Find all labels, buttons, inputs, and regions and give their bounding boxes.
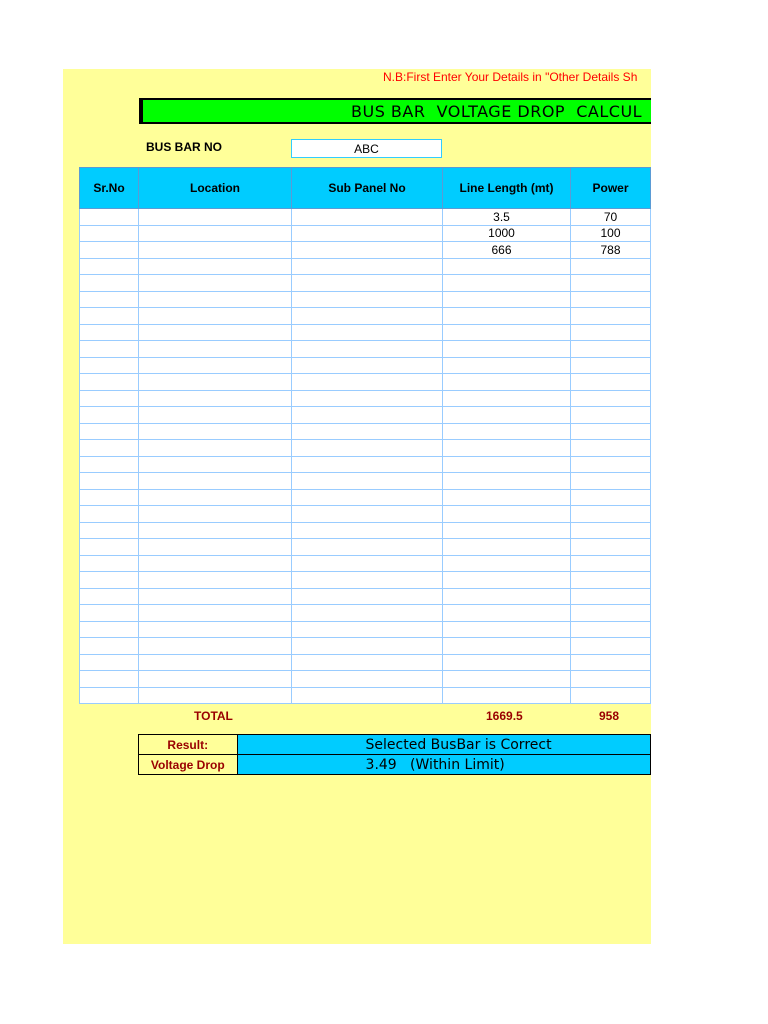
cell-sub-panel-no[interactable] bbox=[292, 638, 443, 655]
cell-line-length[interactable] bbox=[443, 572, 571, 589]
cell-power[interactable] bbox=[571, 687, 651, 704]
cell-location[interactable] bbox=[139, 275, 292, 292]
cell-sr-no[interactable] bbox=[80, 225, 139, 242]
cell-power[interactable] bbox=[571, 374, 651, 391]
table-row bbox=[80, 291, 651, 308]
cell-power[interactable] bbox=[571, 291, 651, 308]
cell-sr-no[interactable] bbox=[80, 638, 139, 655]
table-row bbox=[80, 324, 651, 341]
column-header-line-length: Line Length (mt) bbox=[443, 168, 571, 209]
table-row bbox=[80, 638, 651, 655]
table-row bbox=[80, 357, 651, 374]
cell-location[interactable] bbox=[139, 489, 292, 506]
table-row bbox=[80, 539, 651, 556]
cell-location[interactable] bbox=[139, 555, 292, 572]
cell-sr-no[interactable] bbox=[80, 209, 139, 226]
table-row bbox=[80, 489, 651, 506]
table-row bbox=[80, 225, 651, 242]
table-row bbox=[80, 308, 651, 325]
cell-sub-panel-no[interactable] bbox=[292, 456, 443, 473]
voltage-drop-row bbox=[139, 755, 651, 775]
table-row bbox=[80, 341, 651, 358]
cell-sr-no[interactable] bbox=[80, 605, 139, 622]
column-header-power: Power bbox=[571, 168, 651, 209]
cell-location[interactable] bbox=[139, 440, 292, 457]
cell-location[interactable] bbox=[139, 522, 292, 539]
cell-sr-no[interactable] bbox=[80, 588, 139, 605]
cell-line-length[interactable] bbox=[443, 638, 571, 655]
voltage-drop-value[interactable]: 3.49 (Within Limit) bbox=[237, 755, 650, 775]
cell-power[interactable] bbox=[571, 275, 651, 292]
table-row bbox=[80, 440, 651, 457]
cell-location[interactable] bbox=[139, 638, 292, 655]
cell-sr-no[interactable] bbox=[80, 440, 139, 457]
cell-power[interactable] bbox=[571, 588, 651, 605]
cell-power[interactable] bbox=[571, 357, 651, 374]
cell-sub-panel-no[interactable] bbox=[292, 654, 443, 671]
cell-line-length[interactable]: 666 bbox=[443, 242, 571, 259]
cell-power[interactable]: 70 bbox=[571, 209, 651, 226]
cell-sr-no[interactable] bbox=[80, 555, 139, 572]
cell-sub-panel-no[interactable] bbox=[292, 687, 443, 704]
cell-power[interactable] bbox=[571, 621, 651, 638]
cell-sub-panel-no[interactable] bbox=[292, 489, 443, 506]
table-row bbox=[80, 390, 651, 407]
result-value[interactable]: Selected BusBar is Correct bbox=[237, 735, 650, 755]
cell-sr-no[interactable] bbox=[80, 572, 139, 589]
cell-location[interactable] bbox=[139, 308, 292, 325]
cell-sub-panel-no[interactable] bbox=[292, 423, 443, 440]
cell-sub-panel-no[interactable] bbox=[292, 539, 443, 556]
cell-line-length[interactable] bbox=[443, 374, 571, 391]
data-table bbox=[79, 167, 651, 704]
cell-sub-panel-no[interactable] bbox=[292, 440, 443, 457]
cell-line-length[interactable] bbox=[443, 324, 571, 341]
cell-sr-no[interactable] bbox=[80, 390, 139, 407]
cell-line-length[interactable] bbox=[443, 423, 571, 440]
cell-location[interactable] bbox=[139, 374, 292, 391]
table-body bbox=[80, 209, 651, 704]
cell-power[interactable] bbox=[571, 341, 651, 358]
cell-sr-no[interactable] bbox=[80, 242, 139, 259]
cell-power[interactable] bbox=[571, 473, 651, 490]
cell-sub-panel-no[interactable] bbox=[292, 522, 443, 539]
table-row bbox=[80, 275, 651, 292]
cell-power[interactable] bbox=[571, 506, 651, 523]
cell-sr-no[interactable] bbox=[80, 407, 139, 424]
cell-line-length[interactable] bbox=[443, 555, 571, 572]
cell-line-length[interactable] bbox=[443, 588, 571, 605]
cell-location[interactable] bbox=[139, 209, 292, 226]
cell-line-length[interactable] bbox=[443, 258, 571, 275]
table-row bbox=[80, 456, 651, 473]
cell-sub-panel-no[interactable] bbox=[292, 275, 443, 292]
cell-sr-no[interactable] bbox=[80, 291, 139, 308]
column-header-sr-no: Sr.No bbox=[80, 168, 139, 209]
cell-sub-panel-no[interactable] bbox=[292, 308, 443, 325]
cell-sr-no[interactable] bbox=[80, 324, 139, 341]
table-row bbox=[80, 572, 651, 589]
cell-power[interactable] bbox=[571, 539, 651, 556]
cell-line-length[interactable] bbox=[443, 308, 571, 325]
cell-sr-no[interactable] bbox=[80, 275, 139, 292]
cell-sub-panel-no[interactable] bbox=[292, 242, 443, 259]
cell-line-length[interactable] bbox=[443, 605, 571, 622]
cell-line-length[interactable] bbox=[443, 687, 571, 704]
cell-sr-no[interactable] bbox=[80, 308, 139, 325]
total-line-length: 1669.5 bbox=[486, 709, 523, 723]
cell-sub-panel-no[interactable] bbox=[292, 621, 443, 638]
cell-line-length[interactable] bbox=[443, 291, 571, 308]
cell-power[interactable] bbox=[571, 324, 651, 341]
cell-location[interactable] bbox=[139, 357, 292, 374]
cell-location[interactable] bbox=[139, 605, 292, 622]
cell-sub-panel-no[interactable] bbox=[292, 407, 443, 424]
table-row bbox=[80, 522, 651, 539]
cell-location[interactable] bbox=[139, 341, 292, 358]
cell-location[interactable] bbox=[139, 671, 292, 688]
cell-sub-panel-no[interactable] bbox=[292, 258, 443, 275]
cell-sub-panel-no[interactable] bbox=[292, 225, 443, 242]
table-header-row bbox=[80, 168, 651, 209]
cell-line-length[interactable] bbox=[443, 522, 571, 539]
cell-line-length[interactable]: 3.5 bbox=[443, 209, 571, 226]
cell-power[interactable] bbox=[571, 605, 651, 622]
cell-sr-no[interactable] bbox=[80, 506, 139, 523]
column-header-sub-panel-no: Sub Panel No bbox=[292, 168, 443, 209]
cell-sub-panel-no[interactable] bbox=[292, 324, 443, 341]
cell-sr-no[interactable] bbox=[80, 522, 139, 539]
cell-sub-panel-no[interactable] bbox=[292, 209, 443, 226]
cell-location[interactable] bbox=[139, 225, 292, 242]
cell-power[interactable] bbox=[571, 390, 651, 407]
cell-line-length[interactable] bbox=[443, 390, 571, 407]
cell-sr-no[interactable] bbox=[80, 654, 139, 671]
cell-sub-panel-no[interactable] bbox=[292, 291, 443, 308]
cell-sub-panel-no[interactable] bbox=[292, 605, 443, 622]
table-row bbox=[80, 209, 651, 226]
cell-sub-panel-no[interactable] bbox=[292, 671, 443, 688]
cell-line-length[interactable] bbox=[443, 506, 571, 523]
cell-line-length[interactable] bbox=[443, 621, 571, 638]
cell-sr-no[interactable] bbox=[80, 258, 139, 275]
cell-location[interactable] bbox=[139, 423, 292, 440]
table-row bbox=[80, 242, 651, 259]
cell-location[interactable] bbox=[139, 407, 292, 424]
cell-power[interactable] bbox=[571, 671, 651, 688]
table-row bbox=[80, 555, 651, 572]
cell-sr-no[interactable] bbox=[80, 374, 139, 391]
cell-sr-no[interactable] bbox=[80, 621, 139, 638]
cell-location[interactable] bbox=[139, 291, 292, 308]
cell-power[interactable] bbox=[571, 638, 651, 655]
cell-sub-panel-no[interactable] bbox=[292, 555, 443, 572]
cell-power[interactable]: 100 bbox=[571, 225, 651, 242]
spreadsheet-area bbox=[63, 69, 651, 944]
page-title: BUS BAR VOLTAGE DROP CALCUL bbox=[351, 102, 643, 121]
cell-sr-no[interactable] bbox=[80, 357, 139, 374]
cell-power[interactable] bbox=[571, 489, 651, 506]
cell-line-length[interactable] bbox=[443, 671, 571, 688]
cell-location[interactable] bbox=[139, 324, 292, 341]
cell-sr-no[interactable] bbox=[80, 473, 139, 490]
cell-power[interactable] bbox=[571, 407, 651, 424]
cell-location[interactable] bbox=[139, 473, 292, 490]
cell-line-length[interactable] bbox=[443, 341, 571, 358]
cell-sub-panel-no[interactable] bbox=[292, 588, 443, 605]
cell-power[interactable] bbox=[571, 555, 651, 572]
table-row bbox=[80, 407, 651, 424]
table-row bbox=[80, 374, 651, 391]
cell-line-length[interactable] bbox=[443, 407, 571, 424]
cell-sub-panel-no[interactable] bbox=[292, 473, 443, 490]
cell-sr-no[interactable] bbox=[80, 456, 139, 473]
cell-location[interactable] bbox=[139, 258, 292, 275]
cell-line-length[interactable] bbox=[443, 275, 571, 292]
busbar-no-input[interactable] bbox=[291, 139, 442, 158]
cell-location[interactable] bbox=[139, 687, 292, 704]
table-row bbox=[80, 671, 651, 688]
cell-location[interactable] bbox=[139, 390, 292, 407]
table-row bbox=[80, 506, 651, 523]
cell-line-length[interactable]: 1000 bbox=[443, 225, 571, 242]
cell-line-length[interactable] bbox=[443, 539, 571, 556]
cell-power[interactable] bbox=[571, 440, 651, 457]
cell-sr-no[interactable] bbox=[80, 539, 139, 556]
cell-line-length[interactable] bbox=[443, 473, 571, 490]
cell-location[interactable] bbox=[139, 506, 292, 523]
cell-sr-no[interactable] bbox=[80, 423, 139, 440]
table-row bbox=[80, 621, 651, 638]
cell-power[interactable] bbox=[571, 258, 651, 275]
cell-power[interactable] bbox=[571, 423, 651, 440]
cell-sub-panel-no[interactable] bbox=[292, 506, 443, 523]
cell-location[interactable] bbox=[139, 242, 292, 259]
voltage-drop-label: Voltage Drop bbox=[139, 755, 238, 775]
table-row bbox=[80, 654, 651, 671]
cell-sr-no[interactable] bbox=[80, 489, 139, 506]
cell-location[interactable] bbox=[139, 572, 292, 589]
cell-sr-no[interactable] bbox=[80, 671, 139, 688]
cell-sub-panel-no[interactable] bbox=[292, 572, 443, 589]
cell-sub-panel-no[interactable] bbox=[292, 341, 443, 358]
cell-location[interactable] bbox=[139, 621, 292, 638]
cell-line-length[interactable] bbox=[443, 456, 571, 473]
total-label: TOTAL bbox=[194, 709, 233, 723]
cell-power[interactable] bbox=[571, 654, 651, 671]
table-row bbox=[80, 605, 651, 622]
cell-power[interactable] bbox=[571, 522, 651, 539]
cell-line-length[interactable] bbox=[443, 440, 571, 457]
cell-line-length[interactable] bbox=[443, 654, 571, 671]
cell-power[interactable] bbox=[571, 572, 651, 589]
result-row bbox=[139, 735, 651, 755]
table-row bbox=[80, 687, 651, 704]
table-row bbox=[80, 258, 651, 275]
cell-power[interactable]: 788 bbox=[571, 242, 651, 259]
result-label: Result: bbox=[139, 735, 238, 755]
total-power: 958 bbox=[599, 709, 620, 723]
cell-sr-no[interactable] bbox=[80, 687, 139, 704]
cell-location[interactable] bbox=[139, 654, 292, 671]
busbar-no-label: BUS BAR NO bbox=[146, 140, 223, 154]
table-row bbox=[80, 588, 651, 605]
cell-sub-panel-no[interactable] bbox=[292, 374, 443, 391]
column-header-location: Location bbox=[139, 168, 292, 209]
cell-line-length[interactable] bbox=[443, 357, 571, 374]
cell-line-length[interactable] bbox=[443, 489, 571, 506]
cell-power[interactable] bbox=[571, 308, 651, 325]
cell-sub-panel-no[interactable] bbox=[292, 390, 443, 407]
cell-sub-panel-no[interactable] bbox=[292, 357, 443, 374]
cell-power[interactable] bbox=[571, 456, 651, 473]
table-row bbox=[80, 423, 651, 440]
result-table bbox=[138, 734, 651, 775]
table-row bbox=[80, 473, 651, 490]
cell-location[interactable] bbox=[139, 588, 292, 605]
cell-sr-no[interactable] bbox=[80, 341, 139, 358]
title-banner bbox=[139, 98, 651, 124]
cell-location[interactable] bbox=[139, 456, 292, 473]
instruction-note: N.B:First Enter Your Details in "Other Details Sh bbox=[383, 70, 638, 84]
cell-location[interactable] bbox=[139, 539, 292, 556]
